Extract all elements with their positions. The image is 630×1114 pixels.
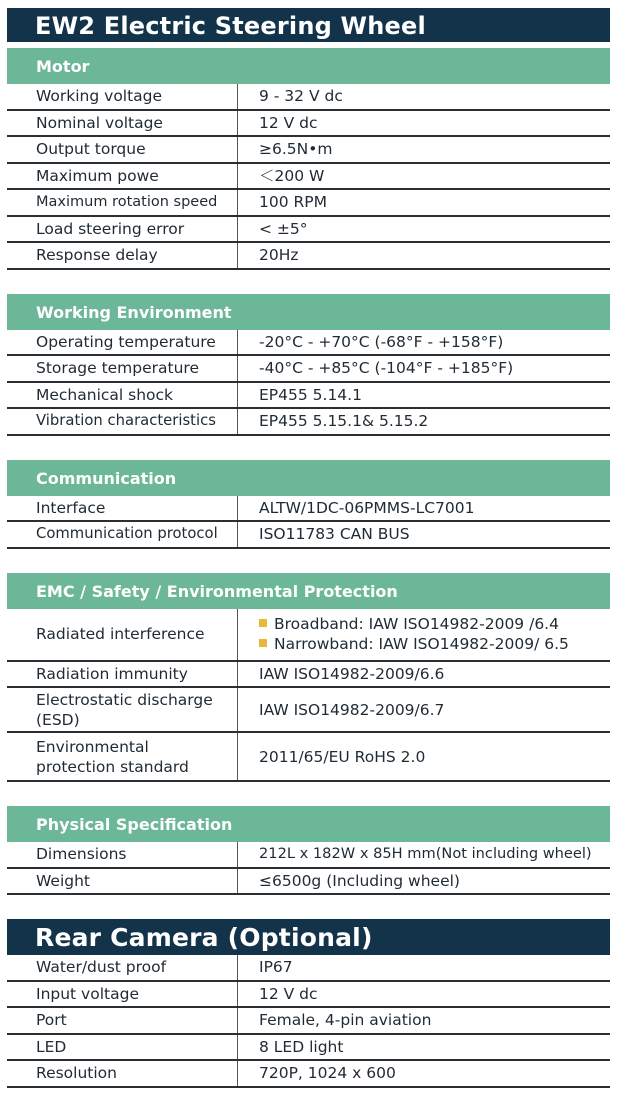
spec-row: [7, 84, 610, 111]
spec-row: [7, 1035, 610, 1062]
spec-value: EP455 5.14.1: [259, 385, 362, 404]
spec-label: Working voltage: [7, 84, 238, 109]
spec-label: Maximum rotation speed: [7, 190, 238, 215]
spec-row: [7, 243, 610, 270]
spec-value: Female, 4-pin aviation: [259, 1011, 432, 1030]
spec-row: [7, 522, 610, 549]
spec-row: [7, 662, 610, 689]
spec-label: Port: [7, 1008, 238, 1033]
spec-row: [7, 409, 610, 436]
bullet-text: Narrowband: IAW ISO14982-2009/ 6.5: [274, 635, 569, 653]
bullet-text: Broadband: IAW ISO14982-2009 /6.4: [274, 615, 559, 633]
spec-label: Water/dust proof: [7, 955, 238, 980]
spec-value: ＜200 W: [259, 166, 325, 185]
spec-row: [7, 842, 610, 869]
spec-row: [7, 733, 610, 782]
spec-row: [7, 982, 610, 1009]
spec-row: [7, 383, 610, 410]
spec-row: [7, 496, 610, 523]
spec-row: [7, 1008, 610, 1035]
spec-label: Mechanical shock: [7, 383, 238, 408]
spec-value: ALTW/1DC-06PMMS-LC7001: [259, 498, 475, 517]
section-heading-physical: Physical Specification: [7, 806, 610, 842]
spec-label: Output torque: [7, 137, 238, 162]
spec-row: [7, 111, 610, 138]
spec-value: -40°C - +85°C (-104°F - +185°F): [259, 359, 514, 378]
spec-value: IP67: [259, 958, 293, 977]
spec-value: 2011/65/EU RoHS 2.0: [259, 747, 426, 766]
spec-label: Environmental protection standard: [7, 733, 238, 780]
spec-value: 8 LED light: [259, 1037, 344, 1056]
spec-value: 20Hz: [259, 246, 299, 265]
spec-row: [7, 164, 610, 191]
list-item: [259, 614, 610, 634]
spec-row: [7, 869, 610, 896]
spec-sheet: [7, 8, 610, 1088]
spec-row: [7, 137, 610, 164]
spec-label: Storage temperature: [7, 356, 238, 381]
spec-value: 12 V dc: [259, 984, 318, 1003]
spec-value: ≤6500g (Including wheel): [259, 871, 460, 890]
spec-label: Response delay: [7, 243, 238, 268]
spec-label: Resolution: [7, 1061, 238, 1086]
spec-row: [7, 955, 610, 982]
spec-label: Dimensions: [7, 842, 238, 867]
bullet-icon: [259, 619, 267, 627]
spec-label: Communication protocol: [7, 522, 238, 547]
spec-row: [7, 609, 610, 662]
spec-row: [7, 356, 610, 383]
spec-label: Interface: [7, 496, 238, 521]
spec-label: Input voltage: [7, 982, 238, 1007]
spec-label: Radiated interference: [7, 609, 238, 660]
spec-value: EP455 5.15.1& 5.15.2: [259, 412, 429, 431]
spec-value: IAW ISO14982-2009/6.6: [259, 664, 445, 683]
spec-row: [7, 330, 610, 357]
spec-label: Maximum powe: [7, 164, 238, 189]
spec-value: ISO11783 CAN BUS: [259, 525, 410, 544]
bullet-icon: [259, 639, 267, 647]
spec-row: [7, 217, 610, 244]
page-title: EW2 Electric Steering Wheel: [7, 8, 610, 42]
camera-title: Rear Camera (Optional): [7, 919, 610, 955]
list-item: [259, 634, 610, 654]
spec-row: [7, 1061, 610, 1088]
spec-value: 100 RPM: [259, 193, 328, 212]
spec-label: Electrostatic discharge (ESD): [7, 688, 238, 731]
spec-label: Nominal voltage: [7, 111, 238, 136]
spec-value: IAW ISO14982-2009/6.7: [259, 700, 445, 719]
spec-label: Vibration characteristics: [7, 409, 238, 434]
spec-value: ≥6.5N•m: [259, 140, 333, 159]
spec-value-list: [238, 609, 610, 660]
spec-value: 12 V dc: [259, 113, 318, 132]
spec-label: Radiation immunity: [7, 662, 238, 687]
spec-value: 212L x 182W x 85H mm(Not including wheel): [259, 845, 592, 863]
spec-value: -20°C - +70°C (-68°F - +158°F): [259, 332, 504, 351]
spec-value: < ±5°: [259, 219, 308, 238]
section-heading-motor: Motor: [7, 48, 610, 84]
spec-value: 720P, 1024 x 600: [259, 1064, 396, 1083]
spec-row: [7, 688, 610, 733]
spec-value: 9 - 32 V dc: [259, 87, 343, 106]
spec-label: LED: [7, 1035, 238, 1060]
spec-label: Load steering error: [7, 217, 238, 242]
spec-label: Operating temperature: [7, 330, 238, 355]
section-heading-communication: Communication: [7, 460, 610, 496]
section-heading-working-environment: Working Environment: [7, 294, 610, 330]
spec-row: [7, 190, 610, 217]
spec-label: Weight: [7, 869, 238, 894]
section-heading-emc-safety: EMC / Safety / Environmental Protection: [7, 573, 610, 609]
